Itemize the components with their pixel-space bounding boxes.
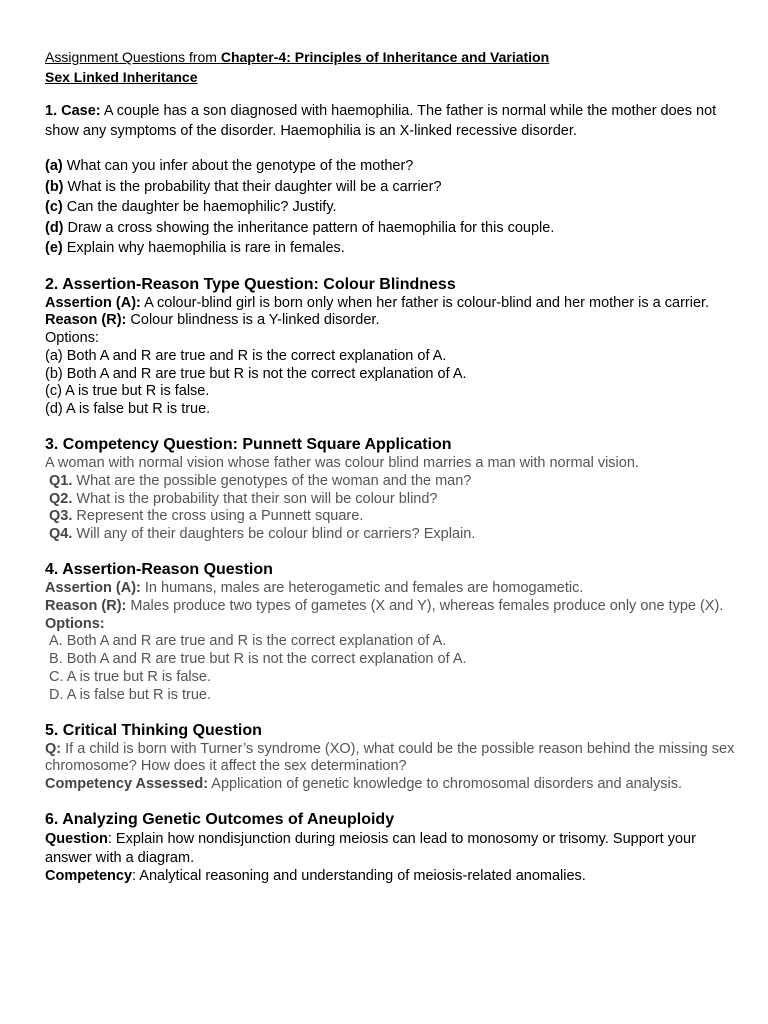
item-text: Will any of their daughters be colour blind or carriers? Explain. bbox=[72, 526, 476, 543]
q4-heading: 4. Assertion-Reason Question bbox=[45, 561, 273, 579]
assertion-text: A colour-blind girl is born only when her father is colour-blind and her mother is a carrier. bbox=[140, 294, 710, 311]
q5-competency bbox=[45, 776, 745, 794]
part-text: Draw a cross showing the inheritance pattern of haemophilia for this couple. bbox=[63, 219, 555, 236]
q2-reason bbox=[45, 312, 745, 330]
q1-part-e bbox=[45, 238, 745, 259]
part-label: (c) bbox=[45, 199, 63, 215]
q4-assertion bbox=[45, 580, 745, 598]
q4-option-d: D. A is false but R is true. bbox=[49, 686, 211, 703]
part-label: (a) bbox=[45, 158, 63, 174]
q1-case bbox=[45, 101, 745, 141]
q2-assertion bbox=[45, 295, 745, 313]
part-text: Explain why haemophilia is rare in females. bbox=[62, 240, 345, 256]
q1-part-a bbox=[45, 156, 745, 177]
q1-part-c bbox=[45, 197, 745, 218]
item-label: Q1. bbox=[49, 472, 73, 489]
competency-text: Application of genetic knowledge to chromosomal disorders and analysis. bbox=[208, 776, 682, 793]
q1-label: 1. Case: bbox=[45, 103, 101, 119]
q5-body bbox=[45, 741, 745, 794]
q4-option-c: C. A is true but R is false. bbox=[49, 669, 211, 686]
competency-text: : Analytical reasoning and understanding of meiosis-related anomalies. bbox=[132, 868, 586, 885]
q2-section bbox=[45, 275, 745, 420]
question-label: Question bbox=[45, 831, 108, 848]
q2-option-a: (a) Both A and R are true and R is the correct explanation of A. bbox=[45, 347, 447, 364]
q2-heading: 2. Assertion-Reason Type Question: Colour Blindness bbox=[45, 275, 456, 293]
q4-body bbox=[45, 580, 745, 705]
q2-option-c: (c) A is true but R is false. bbox=[45, 383, 210, 400]
item-text: Represent the cross using a Punnett square. bbox=[72, 508, 364, 525]
q6-heading: 6. Analyzing Genetic Outcomes of Aneuploidy bbox=[45, 811, 395, 829]
q2-option-d: (d) A is false but R is true. bbox=[45, 401, 211, 418]
item-text: What is the probability that their son will be colour blind? bbox=[72, 490, 438, 507]
q3-item-2 bbox=[45, 491, 745, 509]
q4-option-b: B. Both A and R are true but R is not the correct explanation of A. bbox=[49, 651, 467, 668]
assertion-label: Assertion (A): bbox=[45, 294, 141, 311]
options-label: Options: bbox=[45, 615, 105, 632]
reason-label: Reason (R): bbox=[45, 597, 127, 614]
q3-body bbox=[45, 455, 745, 544]
part-text: Can the daughter be haemophilic? Justify. bbox=[62, 199, 337, 215]
q3-section bbox=[45, 435, 745, 544]
q2-body bbox=[45, 295, 745, 420]
competency-label: Competency Assessed: bbox=[45, 776, 209, 793]
assertion-text: In humans, males are heterogametic and females are homogametic. bbox=[140, 580, 584, 597]
q4-options-label bbox=[45, 616, 745, 634]
question-label: Q: bbox=[45, 740, 62, 757]
part-text: What can you infer about the genotype of the mother? bbox=[62, 158, 414, 174]
subtitle: Sex Linked Inheritance bbox=[45, 69, 198, 85]
q1-part-b bbox=[45, 177, 745, 198]
reason-label: Reason (R): bbox=[45, 312, 127, 329]
q1-text: A couple has a son diagnosed with haemophilia. The father is normal while the mother does not show any symptoms of the disorder. Haemophilia is an X-linked recessive disorder. bbox=[45, 103, 717, 139]
q3-intro: A woman with normal vision whose father was colour blind marries a man with normal vision. bbox=[45, 455, 639, 472]
reason-text: Colour blindness is a Y-linked disorder. bbox=[126, 312, 380, 329]
chapter-title: Chapter-4: Principles of Inheritance and Variation bbox=[220, 49, 550, 65]
q5-section bbox=[45, 721, 745, 794]
question-text: : Explain how nondisjunction during meiosis can lead to monosomy or trisomy. Support your answer with a diagram. bbox=[45, 831, 696, 866]
q4-reason bbox=[45, 598, 745, 616]
q3-heading: 3. Competency Question: Punnett Square Application bbox=[45, 436, 452, 454]
q5-heading: 5. Critical Thinking Question bbox=[45, 721, 262, 739]
part-text: What is the probability that their daughter will be a carrier? bbox=[63, 178, 442, 195]
q5-question bbox=[45, 741, 745, 777]
q6-section bbox=[45, 810, 745, 886]
q2-options-label: Options: bbox=[45, 330, 99, 347]
q1-parts bbox=[45, 156, 745, 259]
q3-item-1 bbox=[45, 473, 745, 491]
reason-text: Males produce two types of gametes (X and Y), whereas females produce only one type (X). bbox=[126, 597, 724, 614]
title-prefix: Assignment Questions from bbox=[45, 49, 221, 65]
item-text: What are the possible genotypes of the woman and the man? bbox=[72, 472, 472, 489]
part-label: (e) bbox=[45, 240, 63, 256]
item-label: Q3. bbox=[49, 508, 73, 525]
assertion-label: Assertion (A): bbox=[45, 580, 141, 597]
q3-item-3 bbox=[45, 508, 745, 526]
part-label: (d) bbox=[45, 219, 64, 236]
item-label: Q2. bbox=[49, 490, 73, 507]
q6-competency bbox=[45, 867, 745, 886]
chapter-title-line bbox=[45, 47, 745, 67]
document-page bbox=[45, 47, 745, 886]
q4-option-a: A. Both A and R are true and R is the correct explanation of A. bbox=[49, 633, 447, 650]
q1-part-d bbox=[45, 218, 745, 239]
part-label: (b) bbox=[45, 178, 64, 195]
q6-question bbox=[45, 830, 745, 867]
q3-item-4 bbox=[45, 526, 745, 544]
q4-section bbox=[45, 560, 745, 705]
item-label: Q4. bbox=[49, 526, 73, 543]
q2-option-b: (b) Both A and R are true but R is not the correct explanation of A. bbox=[45, 365, 467, 382]
q6-body bbox=[45, 830, 745, 886]
competency-label: Competency bbox=[45, 868, 133, 885]
document-header bbox=[45, 47, 745, 87]
question-text: If a child is born with Turner’s syndrome (XO), what could be the possible reason behind the missing sex chromosome? How does it affect the sex determination? bbox=[45, 740, 735, 775]
